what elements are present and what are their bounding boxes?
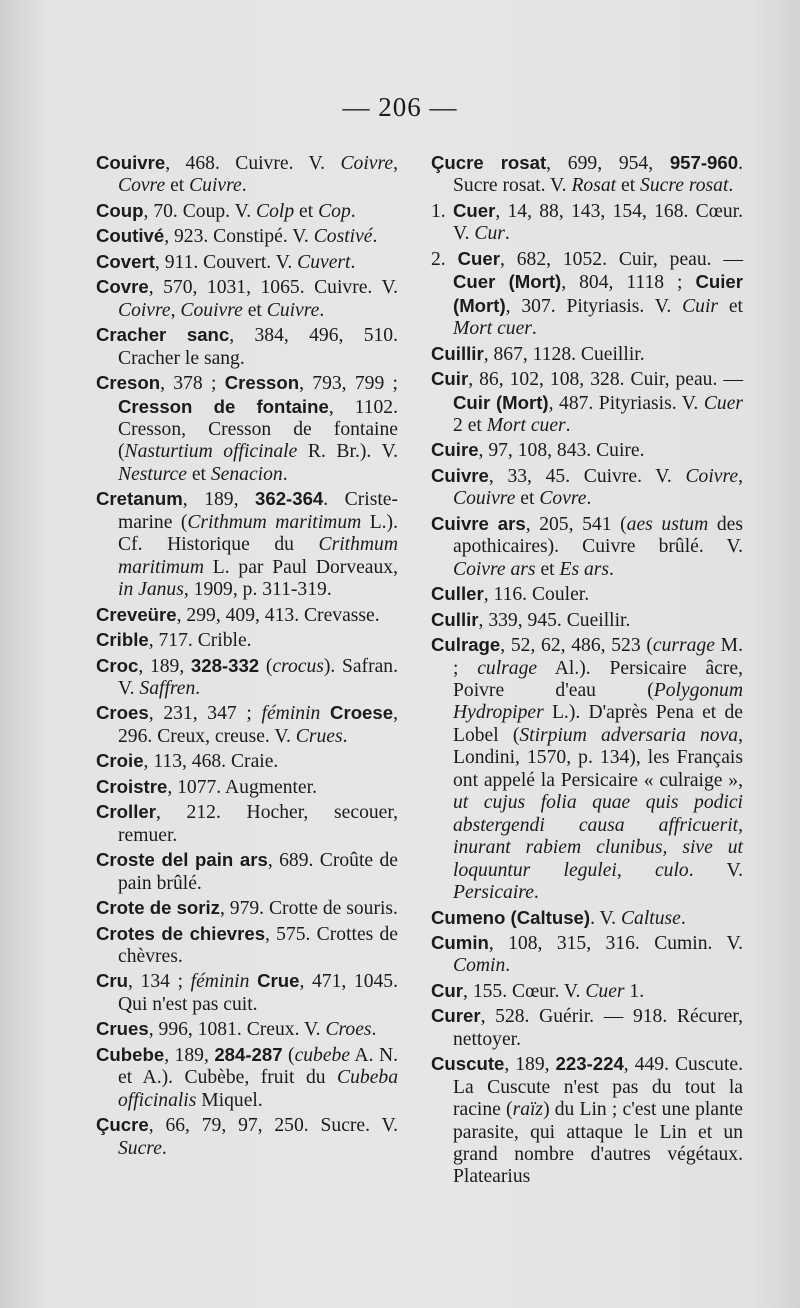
entry-italic: currage xyxy=(652,635,715,657)
entry-text: . xyxy=(531,318,537,340)
index-entry xyxy=(96,488,398,601)
entry-headword: Çucre xyxy=(96,1114,149,1136)
index-entry xyxy=(96,655,398,701)
entry-text: , 66, 79, 97, 250. Sucre. V. xyxy=(148,1115,398,1137)
index-entry xyxy=(96,970,398,1016)
entry-headword: Crible xyxy=(96,629,149,651)
entry-text: , 923. Constipé. V. xyxy=(164,226,314,248)
entry-text: , Londini, 1570, p. 134), les Français ont appelé la Persicaire « culraige », xyxy=(453,724,743,791)
index-entry xyxy=(96,1018,398,1041)
entry-italic: Colp xyxy=(256,200,295,222)
entry-headword: Croes xyxy=(96,702,149,724)
index-entry xyxy=(96,702,398,748)
entry-italic: Mort cuer xyxy=(453,318,532,340)
entry-text: , 471, 1045. Qui n'est pas cuit. xyxy=(118,971,398,1015)
index-entry xyxy=(431,583,743,606)
entry-headword: Croste del pain ars xyxy=(96,849,268,871)
entry-text: et xyxy=(515,488,540,510)
entry-italic: Comin xyxy=(453,955,506,977)
entry-italic: Cuir xyxy=(682,295,719,317)
entry-text: . xyxy=(350,200,356,222)
entry-italic: Cubeba officinalis xyxy=(118,1067,398,1111)
entry-italic: Mort cuer xyxy=(486,414,566,436)
entry-text: A. N. et A.). Cubèbe, fruit du xyxy=(118,1044,398,1089)
entry-text: . xyxy=(504,223,510,245)
entry-text: , 52, 62, 486, 523 ( xyxy=(500,635,653,657)
entry-text: . xyxy=(372,226,378,248)
entry-text: et xyxy=(616,175,641,197)
entry-italic: Croes xyxy=(325,1019,372,1041)
entry-italic: Cop xyxy=(318,200,351,222)
index-entry xyxy=(431,1053,743,1189)
index-entry xyxy=(96,1114,398,1160)
entry-italic: féminin xyxy=(261,703,321,725)
entry-text: . Sucre rosat. V. xyxy=(453,153,743,197)
entry-italic: aes ustum xyxy=(626,513,709,535)
entry-headword: Croie xyxy=(96,750,144,772)
entry-headword: Coup xyxy=(96,199,144,221)
entry-text: , 70. Coup. V. xyxy=(143,200,257,222)
entry-headword: Cuer xyxy=(452,199,496,221)
index-entry xyxy=(96,801,398,847)
entry-headword: Crotes de chievres xyxy=(96,922,266,944)
entry-headword: Croistre xyxy=(96,775,168,797)
entry-italic: Coivre xyxy=(118,299,171,321)
entry-text: . xyxy=(586,488,592,510)
entry-text: ( xyxy=(282,1044,295,1066)
entry-headword: 362-364 xyxy=(255,488,324,510)
entry-text: , 299, 409, 413. Crevasse. xyxy=(176,604,380,626)
entry-text: 1. xyxy=(431,200,453,222)
entry-italic: culrage xyxy=(477,657,538,679)
entry-text: , 487. Pityriasis. V. xyxy=(548,392,704,414)
entry-text: , xyxy=(393,153,398,174)
entry-italic: Coivre xyxy=(340,153,394,174)
index-entry xyxy=(96,200,398,223)
right-column xyxy=(431,152,743,1191)
entry-headword: Cubebe xyxy=(96,1043,165,1065)
entry-italic: Covre xyxy=(118,175,166,197)
entry-italic: Cuivre xyxy=(189,175,242,197)
entry-text: , 155. Cœur. V. xyxy=(463,980,586,1002)
entry-text: , 528. Guérir. — 918. Récurer, nettoyer. xyxy=(453,1006,743,1050)
entry-text: , 384, 496, 510. Cracher le sang. xyxy=(118,325,399,369)
entry-headword: 957-960 xyxy=(669,152,739,173)
entry-headword: Cuer xyxy=(457,247,500,269)
entry-italic: Cuer xyxy=(585,980,625,1002)
entry-text: . xyxy=(342,725,348,747)
entry-italic: Crithmum maritimum xyxy=(187,511,362,533)
index-entry xyxy=(96,604,398,627)
entry-text: . xyxy=(195,677,201,699)
entry-headword: 284-287 xyxy=(214,1043,283,1065)
entry-italic: Cur xyxy=(474,223,505,245)
index-entry xyxy=(96,225,398,248)
entry-italic: Saffren xyxy=(139,677,196,699)
entry-italic: Stirpium adversaria nova xyxy=(519,724,739,746)
entry-headword: 223-224 xyxy=(555,1053,624,1075)
entry-text: , 134 ; xyxy=(128,971,191,993)
entry-text: , 911. Couvert. V. xyxy=(154,251,298,273)
index-entry xyxy=(431,343,743,366)
entry-italic: Couivre xyxy=(453,488,516,510)
entry-text: . xyxy=(680,907,686,929)
entry-text: , 449. Cuscute. La Cuscute n'est pas du tout la racine ( xyxy=(453,1054,743,1121)
left-column xyxy=(96,152,398,1162)
entry-text: , xyxy=(738,465,743,487)
index-entry xyxy=(431,634,743,904)
entry-headword: Covert xyxy=(96,250,155,272)
index-entry xyxy=(431,368,743,437)
entry-text: 2 et xyxy=(453,414,487,436)
entry-text: . xyxy=(241,175,247,197)
entry-headword: Cuir xyxy=(431,368,469,390)
entry-text: , 575. Crottes de chèvres. xyxy=(118,923,398,967)
entry-italic: Crithmum maritimum xyxy=(118,534,398,578)
entry-text: , 189, xyxy=(182,489,256,511)
entry-text: Miquel. xyxy=(196,1089,263,1111)
entry-text: ) du Lin ; c'est une plante parasite, qui attaque le Lin et un grand nombre d'autres végétaux. Platearius xyxy=(453,1099,744,1188)
entry-italic: Cuivre xyxy=(266,299,320,321)
index-entry xyxy=(431,1005,743,1051)
entry-text: . Criste-marine ( xyxy=(118,489,399,533)
entry-text: , 205, 541 ( xyxy=(525,513,627,535)
entry-text: . xyxy=(609,558,614,580)
entry-headword: Crue xyxy=(257,970,300,992)
entry-italic: Crues xyxy=(295,725,343,747)
entry-text: L.). Cf. Historique du xyxy=(118,511,398,556)
index-entry xyxy=(96,750,398,773)
entry-text: , 307. Pityriasis. V. xyxy=(505,295,683,317)
entry-text: des apothicaires). Cuivre brûlé. V. xyxy=(453,513,743,558)
entry-text: L. par Paul Dorveaux, xyxy=(204,556,398,578)
entry-headword: Covre xyxy=(96,276,149,298)
entry-text: , 108, 315, 316. Cumin. V. xyxy=(488,932,743,954)
index-entry xyxy=(431,248,743,341)
index-entry xyxy=(431,200,743,246)
entry-italic: Persicaire xyxy=(453,882,534,904)
index-entry xyxy=(96,897,398,920)
entry-italic: Nesturce xyxy=(118,463,187,485)
index-entry xyxy=(96,849,398,895)
index-entry xyxy=(96,251,398,274)
index-entry xyxy=(96,372,398,486)
entry-italic: Sucre xyxy=(118,1137,162,1159)
entry-text: . V. xyxy=(688,859,743,881)
page-number: — 206 — xyxy=(342,92,458,122)
entry-text: . xyxy=(565,414,571,436)
entry-text: , 867, 1128. Cueillir. xyxy=(483,343,645,365)
entry-italic: Nasturtium officinale xyxy=(124,441,298,463)
entry-text: . xyxy=(728,175,734,197)
entry-text: , 979. Crotte de souris. xyxy=(219,898,398,920)
entry-text: Al.). Persicaire âcre, Poivre d'eau ( xyxy=(453,657,743,701)
entry-text: . xyxy=(350,251,356,273)
entry-text: , 689. Croûte de pain brûlé. xyxy=(118,850,398,894)
entry-headword: Couivre xyxy=(96,152,166,173)
index-entry xyxy=(431,609,743,632)
entry-text: , 793, 799 ; xyxy=(299,373,398,395)
entry-text: , 14, 88, 143, 154, 168. Cœur. V. xyxy=(453,200,744,245)
entry-text: et xyxy=(165,175,190,197)
entry-headword: Creveüre xyxy=(96,603,177,625)
entry-italic: Coivre xyxy=(685,465,739,487)
entry-text xyxy=(249,971,257,992)
entry-text: , 33, 45. Cuivre. V. xyxy=(488,465,686,487)
index-entry xyxy=(96,152,398,198)
entry-headword: Croese xyxy=(330,702,394,724)
entry-italic: Covre xyxy=(539,488,587,510)
entry-text: et xyxy=(535,558,560,580)
entry-italic: cubebe xyxy=(294,1044,351,1066)
index-entry xyxy=(431,465,743,511)
entry-italic: crocus xyxy=(272,655,324,677)
entry-text: , 296. Creux, creuse. V. xyxy=(118,703,398,747)
entry-text: , 339, 945. Cueillir. xyxy=(478,609,631,631)
entry-text: , 231, 347 ; xyxy=(148,703,262,725)
entry-headword: Cuillir xyxy=(431,342,484,364)
entry-italic: Senacion xyxy=(210,463,283,485)
index-entry xyxy=(431,439,743,462)
entry-text: . xyxy=(533,882,539,904)
entry-text: 1. xyxy=(624,980,645,1002)
entry-headword: Curer xyxy=(431,1005,481,1027)
entry-text: et xyxy=(294,200,319,222)
entry-italic: Sucre rosat xyxy=(640,175,729,197)
index-entry xyxy=(96,1044,398,1112)
entry-italic: Polygonum Hydropiper xyxy=(453,679,743,724)
entry-text: , 212. Hocher, secouer, remuer. xyxy=(118,802,398,846)
entry-italic: Costivé xyxy=(313,226,373,248)
entry-text: , 189, xyxy=(504,1054,556,1076)
index-entry xyxy=(96,923,398,969)
entry-headword: 328-332 xyxy=(190,654,260,676)
entry-text: , 378 ; xyxy=(160,373,225,395)
entry-text: , 570, 1031, 1065. Cuivre. V. xyxy=(148,277,398,299)
entry-text: , 996, 1081. Creux. V. xyxy=(148,1019,326,1041)
entry-headword: Cuer (Mort) xyxy=(453,271,562,293)
index-entry xyxy=(96,324,398,370)
entry-text: , 1077. Augmenter. xyxy=(167,776,317,798)
entry-headword: Culler xyxy=(431,583,484,605)
index-entry xyxy=(431,932,743,978)
entry-text: . xyxy=(505,955,511,977)
entry-italic: Caltuse xyxy=(620,907,681,929)
entry-headword: Cumeno (Caltuse) xyxy=(431,906,591,928)
entry-text: L.). D'après Pena et de Lobel ( xyxy=(453,702,743,746)
entry-text: , 1102. Cresson, Cresson de fontaine ( xyxy=(118,396,398,463)
index-entry xyxy=(96,776,398,799)
entry-headword: Cur xyxy=(431,979,464,1001)
entry-italic: Cuvert xyxy=(297,251,351,273)
entry-text: et xyxy=(718,295,743,317)
entry-text: 2. xyxy=(431,248,458,270)
entry-text: , 699, 954, xyxy=(546,153,670,174)
entry-italic: raïz xyxy=(512,1099,544,1121)
entry-italic: in Janus xyxy=(118,579,184,601)
entry-headword: Cretanum xyxy=(96,488,183,510)
entry-text: ). Safran. V. xyxy=(118,655,399,699)
index-entry xyxy=(96,629,398,652)
entry-text: . xyxy=(161,1137,167,1159)
entry-italic: Coivre ars xyxy=(453,558,536,580)
entry-headword: Cresson de fontaine xyxy=(118,395,329,417)
entry-text: , 86, 102, 108, 328. Cuir, peau. — xyxy=(468,369,743,391)
entry-text: , 804, 1118 ; xyxy=(561,272,696,294)
entry-text: . xyxy=(282,463,288,485)
index-entry xyxy=(431,152,743,198)
entry-text: , 113, 468. Craie. xyxy=(143,751,279,773)
entry-text: , 717. Crible. xyxy=(148,630,252,652)
entry-text: , xyxy=(170,299,181,321)
entry-text: M. ; xyxy=(453,635,743,679)
entry-headword: Cumin xyxy=(431,931,489,953)
entry-text xyxy=(320,703,330,724)
entry-italic: ut cujus folia quae quis podici abstergendi causa affricuerit, inurant rabiem clunibus, sive ut loquuntur legulei, culo xyxy=(453,792,743,881)
entry-headword: Cracher sanc xyxy=(96,324,230,346)
entry-italic: Es ars xyxy=(559,558,610,580)
entry-headword: Cru xyxy=(96,970,129,992)
entry-headword: Creson xyxy=(96,372,161,394)
entry-headword: Coutivé xyxy=(96,225,165,247)
entry-text: . V. xyxy=(590,907,621,929)
entry-text: . xyxy=(371,1019,377,1041)
entry-text: ( xyxy=(259,655,273,677)
entry-text: et xyxy=(242,299,267,321)
entry-italic: féminin xyxy=(190,971,250,993)
entry-headword: Cresson xyxy=(224,372,300,394)
entry-headword: Cuivre ars xyxy=(431,512,526,534)
entry-headword: Cuier (Mort) xyxy=(453,271,743,316)
entry-text: , 468. Cuivre. V. xyxy=(165,153,341,174)
entry-headword: Cuscute xyxy=(431,1053,505,1075)
entry-headword: Croller xyxy=(96,801,156,823)
entry-headword: Cuir (Mort) xyxy=(453,391,549,413)
entry-text: et xyxy=(186,463,211,485)
entry-italic: Couivre xyxy=(180,299,243,321)
entry-text: , 1909, p. 311-319. xyxy=(183,579,332,601)
entry-italic: Cuer xyxy=(703,392,744,414)
entry-italic: Rosat xyxy=(571,175,617,197)
index-entry xyxy=(96,276,398,322)
entry-headword: Croc xyxy=(96,654,139,676)
entry-text: , 116. Couler. xyxy=(483,584,590,606)
entry-headword: Cuivre xyxy=(431,464,489,486)
entry-headword: Cuire xyxy=(431,439,479,461)
entry-headword: Çucre rosat xyxy=(431,152,547,173)
entry-headword: Cullir xyxy=(431,608,479,630)
entry-text: , 189, xyxy=(138,655,191,677)
entry-text: R. Br.). V. xyxy=(297,441,399,463)
entry-headword: Crues xyxy=(96,1018,149,1040)
index-entry xyxy=(431,980,743,1003)
index-entry xyxy=(431,907,743,930)
entry-text: , 97, 108, 843. Cuire. xyxy=(478,440,645,462)
entry-headword: Culrage xyxy=(431,634,501,656)
entry-text: . xyxy=(319,299,325,321)
entry-text: , 189, xyxy=(164,1044,215,1066)
entry-text: , 682, 1052. Cuir, peau. — xyxy=(499,248,744,270)
entry-headword: Crote de soriz xyxy=(96,897,220,919)
index-entry xyxy=(431,513,743,581)
